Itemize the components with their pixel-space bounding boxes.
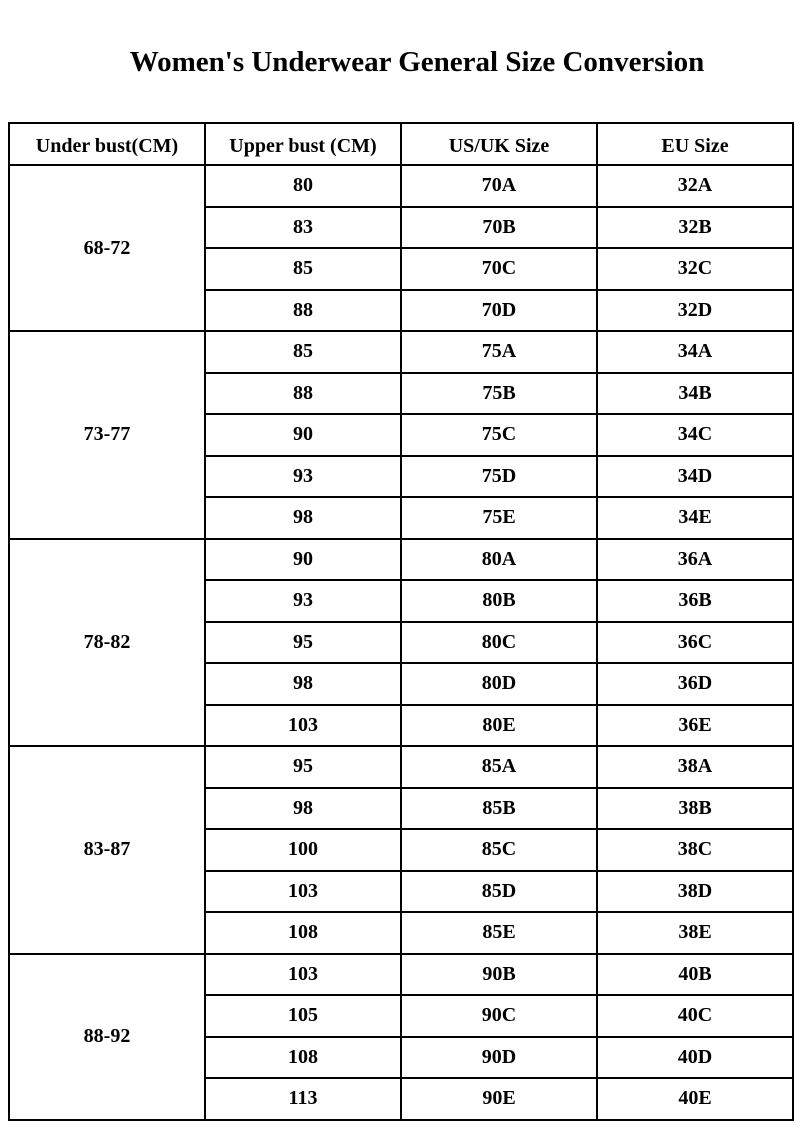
us-uk-size-cell: 80D bbox=[401, 663, 597, 705]
under-bust-range-cell: 73-77 bbox=[9, 331, 205, 539]
upper-bust-cell: 95 bbox=[205, 622, 401, 664]
upper-bust-cell: 98 bbox=[205, 788, 401, 830]
upper-bust-cell: 103 bbox=[205, 705, 401, 747]
us-uk-size-cell: 70D bbox=[401, 290, 597, 332]
upper-bust-cell: 103 bbox=[205, 954, 401, 996]
upper-bust-cell: 108 bbox=[205, 912, 401, 954]
eu-size-cell: 36A bbox=[597, 539, 793, 581]
eu-size-cell: 36C bbox=[597, 622, 793, 664]
eu-size-cell: 40D bbox=[597, 1037, 793, 1079]
upper-bust-cell: 85 bbox=[205, 331, 401, 373]
header-under-bust: Under bust(CM) bbox=[9, 123, 205, 165]
eu-size-cell: 36B bbox=[597, 580, 793, 622]
upper-bust-cell: 90 bbox=[205, 539, 401, 581]
upper-bust-cell: 98 bbox=[205, 663, 401, 705]
eu-size-cell: 32B bbox=[597, 207, 793, 249]
upper-bust-cell: 88 bbox=[205, 290, 401, 332]
upper-bust-cell: 88 bbox=[205, 373, 401, 415]
eu-size-cell: 38A bbox=[597, 746, 793, 788]
table-row bbox=[9, 165, 793, 207]
size-conversion-table bbox=[8, 122, 794, 1121]
eu-size-cell: 34D bbox=[597, 456, 793, 498]
us-uk-size-cell: 90C bbox=[401, 995, 597, 1037]
upper-bust-cell: 85 bbox=[205, 248, 401, 290]
table-row bbox=[9, 331, 793, 373]
us-uk-size-cell: 80C bbox=[401, 622, 597, 664]
upper-bust-cell: 83 bbox=[205, 207, 401, 249]
us-uk-size-cell: 70C bbox=[401, 248, 597, 290]
upper-bust-cell: 108 bbox=[205, 1037, 401, 1079]
eu-size-cell: 34C bbox=[597, 414, 793, 456]
header-eu-size: EU Size bbox=[597, 123, 793, 165]
upper-bust-cell: 93 bbox=[205, 456, 401, 498]
upper-bust-cell: 98 bbox=[205, 497, 401, 539]
eu-size-cell: 32D bbox=[597, 290, 793, 332]
us-uk-size-cell: 70B bbox=[401, 207, 597, 249]
upper-bust-cell: 93 bbox=[205, 580, 401, 622]
us-uk-size-cell: 80A bbox=[401, 539, 597, 581]
upper-bust-cell: 95 bbox=[205, 746, 401, 788]
upper-bust-cell: 113 bbox=[205, 1078, 401, 1120]
table-row bbox=[9, 954, 793, 996]
us-uk-size-cell: 75D bbox=[401, 456, 597, 498]
eu-size-cell: 38C bbox=[597, 829, 793, 871]
us-uk-size-cell: 90E bbox=[401, 1078, 597, 1120]
us-uk-size-cell: 75B bbox=[401, 373, 597, 415]
us-uk-size-cell: 85C bbox=[401, 829, 597, 871]
header-upper-bust: Upper bust (CM) bbox=[205, 123, 401, 165]
eu-size-cell: 38D bbox=[597, 871, 793, 913]
table-row bbox=[9, 539, 793, 581]
eu-size-cell: 40C bbox=[597, 995, 793, 1037]
upper-bust-cell: 103 bbox=[205, 871, 401, 913]
us-uk-size-cell: 75A bbox=[401, 331, 597, 373]
upper-bust-cell: 100 bbox=[205, 829, 401, 871]
eu-size-cell: 38E bbox=[597, 912, 793, 954]
under-bust-range-cell: 78-82 bbox=[9, 539, 205, 747]
eu-size-cell: 34B bbox=[597, 373, 793, 415]
us-uk-size-cell: 80B bbox=[401, 580, 597, 622]
eu-size-cell: 36D bbox=[597, 663, 793, 705]
under-bust-range-cell: 83-87 bbox=[9, 746, 205, 954]
eu-size-cell: 40B bbox=[597, 954, 793, 996]
upper-bust-cell: 105 bbox=[205, 995, 401, 1037]
us-uk-size-cell: 85D bbox=[401, 871, 597, 913]
table-row bbox=[9, 746, 793, 788]
us-uk-size-cell: 85E bbox=[401, 912, 597, 954]
us-uk-size-cell: 75C bbox=[401, 414, 597, 456]
us-uk-size-cell: 85A bbox=[401, 746, 597, 788]
eu-size-cell: 32A bbox=[597, 165, 793, 207]
eu-size-cell: 40E bbox=[597, 1078, 793, 1120]
upper-bust-cell: 80 bbox=[205, 165, 401, 207]
eu-size-cell: 32C bbox=[597, 248, 793, 290]
eu-size-cell: 34A bbox=[597, 331, 793, 373]
table-body bbox=[9, 165, 793, 1120]
us-uk-size-cell: 90B bbox=[401, 954, 597, 996]
under-bust-range-cell: 68-72 bbox=[9, 165, 205, 331]
under-bust-range-cell: 88-92 bbox=[9, 954, 205, 1120]
header-us-uk-size: US/UK Size bbox=[401, 123, 597, 165]
eu-size-cell: 36E bbox=[597, 705, 793, 747]
us-uk-size-cell: 90D bbox=[401, 1037, 597, 1079]
us-uk-size-cell: 75E bbox=[401, 497, 597, 539]
eu-size-cell: 34E bbox=[597, 497, 793, 539]
us-uk-size-cell: 70A bbox=[401, 165, 597, 207]
table-header-row bbox=[9, 123, 793, 165]
page-title: Women's Underwear General Size Conversion bbox=[129, 46, 705, 78]
us-uk-size-cell: 80E bbox=[401, 705, 597, 747]
us-uk-size-cell: 85B bbox=[401, 788, 597, 830]
upper-bust-cell: 90 bbox=[205, 414, 401, 456]
eu-size-cell: 38B bbox=[597, 788, 793, 830]
